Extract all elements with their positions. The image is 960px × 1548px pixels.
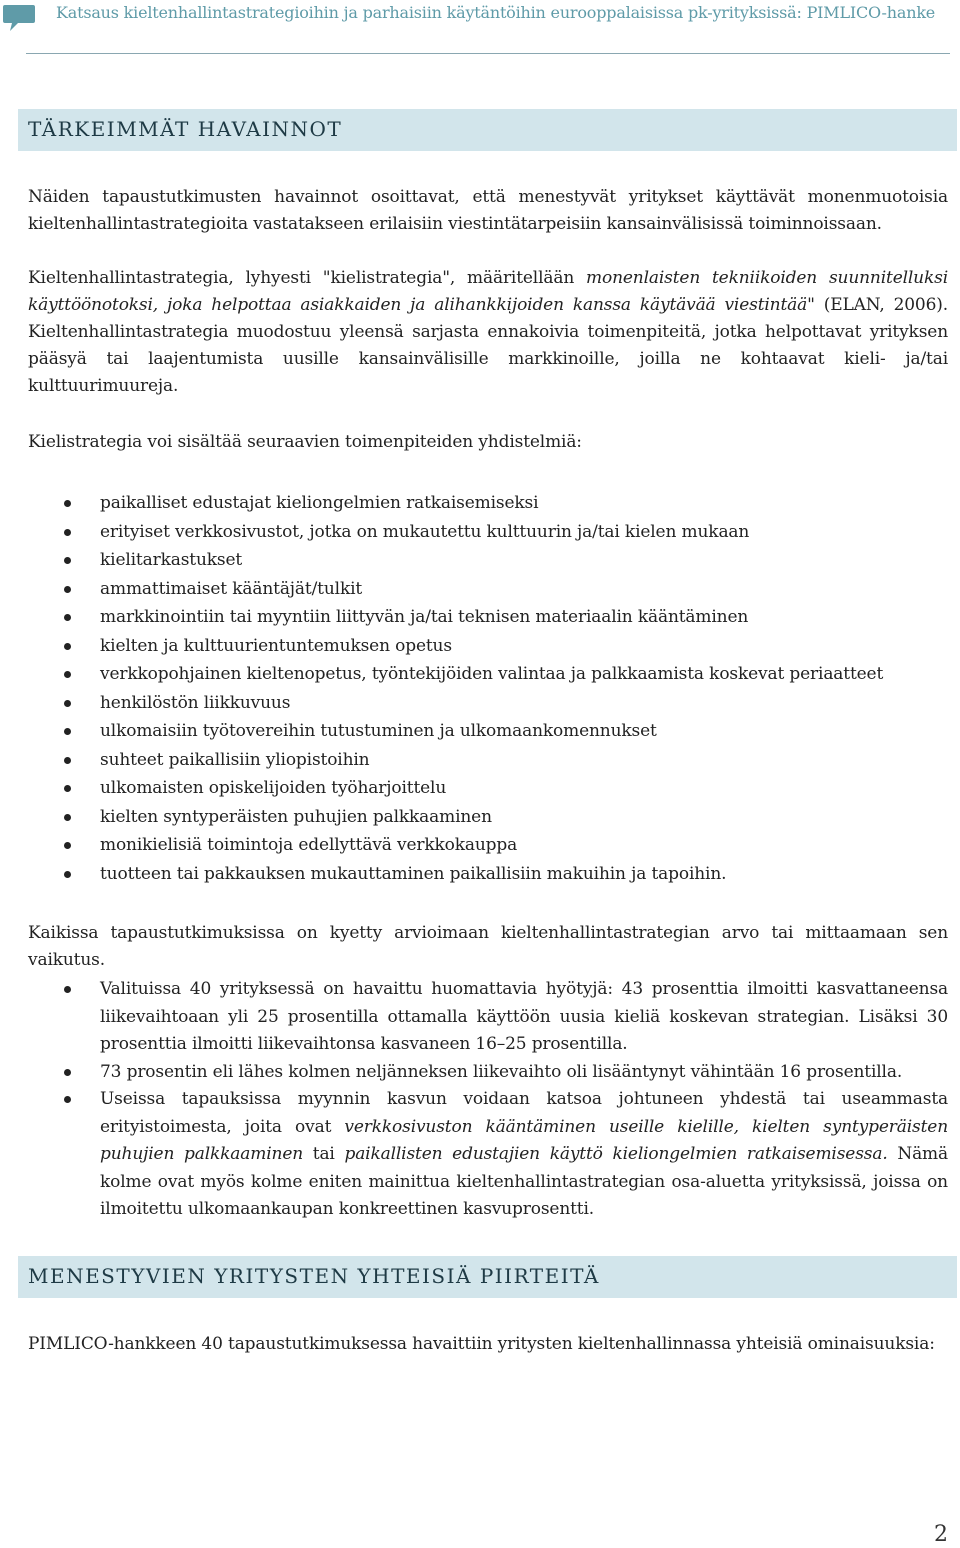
section-heading-key-findings (18, 109, 957, 151)
definition-italic: monenlaisten tekniikoiden suunnitelluksi käyttöönotoksi, joka helpottaa asiakkaiden ja alihankkijoiden kanssa käytävää viestintää (28, 268, 948, 315)
measures-list (28, 489, 948, 888)
definition-text-end: " (ELAN, 2006). Kieltenhallintastrategia muodostuu yleensä sarjasta ennakoivia toimenpiteitä, jotka helpottavat yrityksen pääsyä tai laajentumista uusille kansainvälisille markkinoille, joilla ne kohtaavat kieli- ja/tai kulttuurimuureja. (28, 295, 949, 396)
speech-bubble-icon (2, 3, 36, 33)
header-divider (26, 53, 950, 54)
list-item: tuotteen tai pakkauksen mukauttaminen paikallisiin makuihin ja tapoihin. (28, 860, 948, 889)
list-item: kielten ja kulttuurientuntemuksen opetus (28, 632, 948, 661)
list-item: kielitarkastukset (28, 546, 948, 575)
section-heading-text: TÄRKEIMMÄT HAVAINNOT (28, 117, 343, 141)
paragraph-common-features-intro: PIMLICO-hankkeen 40 tapaustutkimuksessa havaittiin yritysten kieltenhallinnassa yhteisiä ominaisuuksia: (28, 1334, 935, 1354)
list-item: ammattimaiset kääntäjät/tulkit (28, 575, 948, 604)
result-italic: paikallisten edustajien käyttö kieliongelmien ratkaisemisessa. (344, 1144, 888, 1164)
list-item: Valituissa 40 yrityksessä on havaittu huomattavia hyötyjä: 43 prosenttia ilmoitti kasvattaneensa liikevaihtoaan yli 25 prosentilla ottamalla käyttöön uusia kieliä koskevan strategian. Lisäksi 30 prosenttia ilmoitti liikevaihtonsa kasvaneen 16–25 prosentilla. (28, 976, 948, 1059)
document-header-title: Katsaus kieltenhallintastrategioihin ja parhaisiin käytäntöihin eurooppalaisissa pk-yrityksissä: PIMLICO-hanke (56, 3, 936, 22)
page-number: 2 (934, 1522, 948, 1547)
paragraph-strategy-definition (28, 265, 948, 400)
list-item: henkilöstön liikkuvuus (28, 689, 948, 718)
result-text: tai (303, 1144, 345, 1164)
list-item: erityiset verkkosivustot, jotka on mukautettu kulttuurin ja/tai kielen mukaan (28, 518, 948, 547)
list-item: markkinointiin tai myyntiin liittyvän ja/tai teknisen materiaalin kääntäminen (28, 603, 948, 632)
list-item: paikalliset edustajat kieliongelmien ratkaisemiseksi (28, 489, 948, 518)
result-text: Useissa tapauksissa myynnin kasvun voidaan katsoa johtuneen yhdestä tai useammasta erityistoimesta, joita ovat (100, 1089, 948, 1137)
section-heading-common-features (18, 1256, 957, 1298)
paragraph-evaluation: Kaikissa tapaustutkimuksissa on kyetty arvioimaan kieltenhallintastrategian arvo tai mittaamaan sen vaikutus. (28, 923, 948, 970)
definition-text-start: Kieltenhallintastrategia, lyhyesti "kielistrategia", määritellään (28, 268, 587, 288)
list-item: suhteet paikallisiin yliopistoihin (28, 746, 948, 775)
list-item: monikielisiä toimintoja edellyttävä verkkokauppa (28, 831, 948, 860)
paragraph-measures-intro: Kielistrategia voi sisältää seuraavien toimenpiteiden yhdistelmiä: (28, 432, 582, 452)
paragraph-findings-intro: Näiden tapaustutkimusten havainnot osoittavat, että menestyvät yritykset käyttävät monenmuotoisia kieltenhallintastrategioita vastatakseen erilaisiin viestintätarpeisiin kansainvälisissä toiminnoissaan. (28, 187, 948, 234)
list-item: 73 prosentin eli lähes kolmen neljänneksen liikevaihto oli lisääntynyt vähintään 16 prosentilla. (28, 1059, 948, 1087)
list-item: kielten syntyperäisten puhujien palkkaaminen (28, 803, 948, 832)
result-text: Nämä kolme ovat myös kolme eniten mainittua kieltenhallintastrategian osa-aluetta yrityksissä, joissa on ilmoitettu ulkomaankaupan konkreettinen kasvuprosentti. (100, 1144, 949, 1219)
list-item: verkkopohjainen kieltenopetus, työntekijöiden valintaa ja palkkaamista koskevat periaatteet (28, 660, 948, 689)
list-item: ulkomaisten opiskelijoiden työharjoittelu (28, 774, 948, 803)
result-italic: verkkosivuston kääntäminen useille kielille, kielten syntyperäisten puhujien palkkaaminen (100, 1116, 948, 1164)
results-list (28, 976, 948, 1224)
list-item (28, 1086, 948, 1224)
section-heading-text: MENESTYVIEN YRITYSTEN YHTEISIÄ PIIRTEITÄ (28, 1264, 600, 1288)
list-item: ulkomaisiin työtovereihin tutustuminen ja ulkomaankomennukset (28, 717, 948, 746)
